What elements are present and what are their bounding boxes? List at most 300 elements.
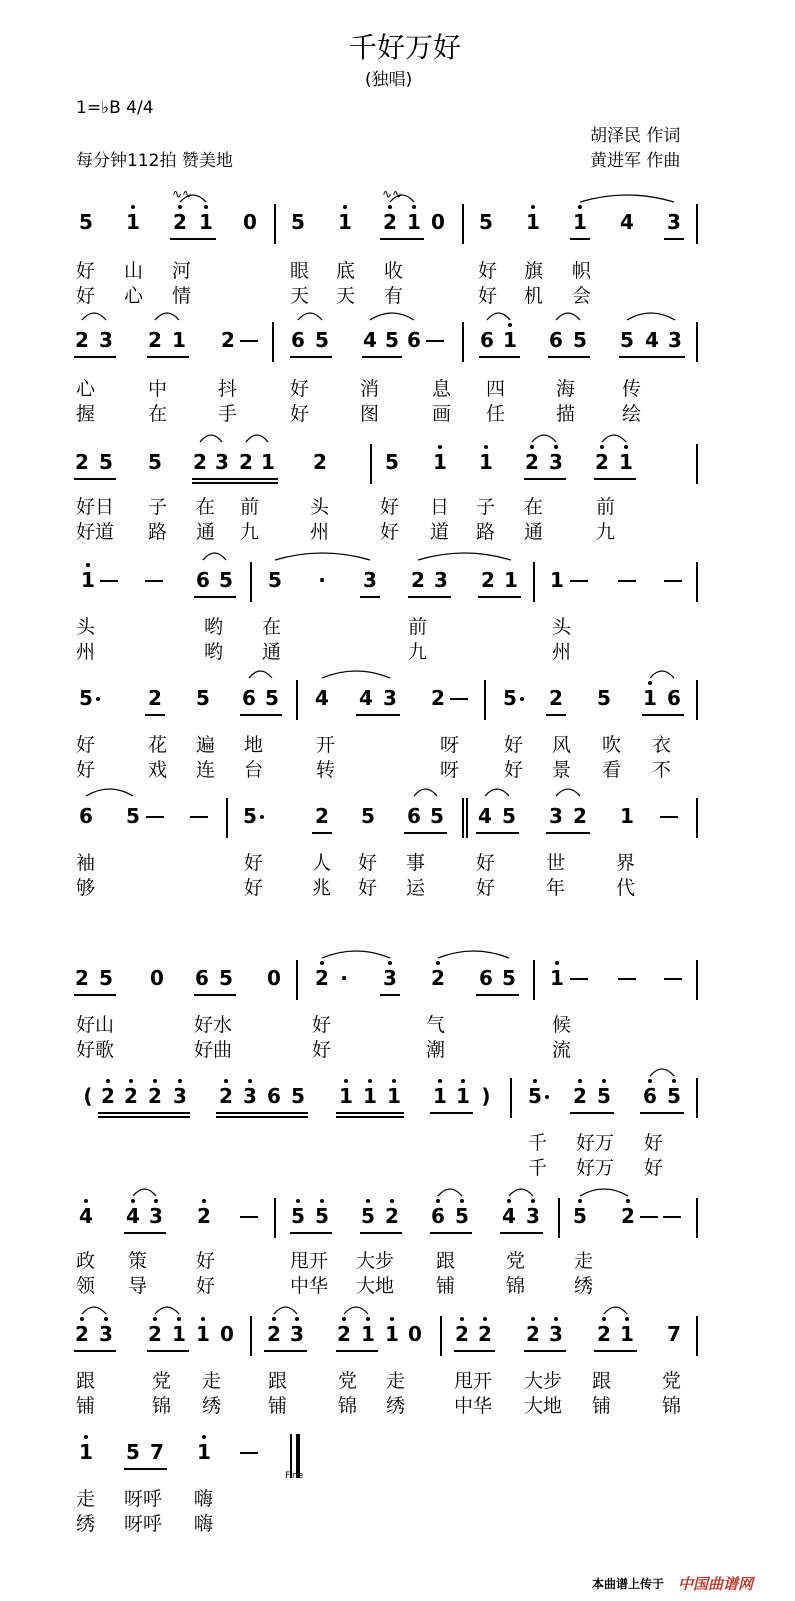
note: 1 bbox=[504, 568, 518, 592]
lyric-r5b-9: 不 bbox=[652, 759, 672, 781]
lyric-r6b-1: 好 bbox=[244, 877, 264, 899]
lyric-r6a-1: 好 bbox=[244, 852, 264, 874]
slur bbox=[180, 195, 206, 202]
slur bbox=[627, 313, 675, 320]
lyric-r5b-2: 连 bbox=[196, 759, 216, 781]
note: 4 bbox=[79, 1204, 93, 1228]
lyric-r2b-1: 在 bbox=[148, 403, 168, 425]
note: 5 bbox=[479, 210, 493, 234]
note: 7 bbox=[667, 1322, 681, 1346]
slur bbox=[298, 313, 322, 320]
lyric-r2a-8: 传 bbox=[622, 378, 642, 400]
lyric-r8a-0: 千 bbox=[528, 1132, 548, 1154]
note: 1 bbox=[526, 210, 540, 234]
lyric-r8b-1: 好万 bbox=[576, 1157, 615, 1179]
note: 5 bbox=[620, 328, 634, 352]
note: 6 bbox=[242, 686, 256, 710]
slur bbox=[556, 313, 580, 320]
lyric-r3a-3: 前 bbox=[240, 496, 260, 518]
note: 2 bbox=[75, 966, 89, 990]
lyric-r5a-5: 呀 bbox=[440, 734, 460, 756]
lyric-r10b-6: 中华 bbox=[454, 1395, 493, 1417]
lyric-r3b-9: 九 bbox=[596, 521, 616, 543]
note: 5 bbox=[361, 1204, 375, 1228]
lyric-r3b-4: 州 bbox=[310, 521, 330, 543]
slur bbox=[322, 951, 390, 958]
lyric-r3a-9: 前 bbox=[596, 496, 616, 518]
note: 2 bbox=[549, 686, 563, 710]
note: 1 bbox=[339, 1084, 353, 1108]
slur bbox=[556, 789, 580, 796]
lyric-r6a-7: 界 bbox=[616, 852, 636, 874]
lyric-r7b-4: 流 bbox=[552, 1039, 572, 1061]
slur bbox=[580, 1189, 628, 1196]
lyric-r10b-1: 锦 bbox=[152, 1395, 172, 1417]
lyric-r3a-5: 好 bbox=[380, 496, 400, 518]
lyric-r8a-2: 好 bbox=[644, 1132, 664, 1154]
song-subtitle: (独唱) bbox=[365, 70, 413, 90]
slur bbox=[203, 553, 226, 560]
lyric-r10a-7: 大步 bbox=[524, 1370, 563, 1392]
note: 5 bbox=[219, 568, 233, 592]
note: 6 bbox=[479, 966, 493, 990]
lyric-r5a-7: 风 bbox=[552, 734, 572, 756]
lyricist: 胡泽民 作词 bbox=[590, 126, 681, 146]
slur bbox=[509, 1189, 533, 1196]
lyric-r10b-0: 铺 bbox=[76, 1395, 96, 1417]
lyric-r10b-2: 绣 bbox=[202, 1395, 222, 1417]
note: ) bbox=[481, 1084, 491, 1108]
lyric-r6b-3: 好 bbox=[358, 877, 378, 899]
lyric-r11a-2: 嗨 bbox=[194, 1488, 214, 1510]
note: 2 bbox=[431, 686, 445, 710]
lyric-r1a-0: 好 bbox=[76, 260, 96, 282]
note: 5 bbox=[243, 804, 257, 828]
lyric-r1a-5: 收 bbox=[384, 260, 404, 282]
note: 2 bbox=[385, 1204, 399, 1228]
lyric-r3a-7: 子 bbox=[476, 496, 496, 518]
note: 1 bbox=[81, 568, 95, 592]
note: 1 bbox=[197, 1440, 211, 1464]
note: 4 bbox=[478, 804, 492, 828]
lyric-r7a-4: 候 bbox=[552, 1014, 572, 1036]
note: 1 bbox=[550, 568, 564, 592]
lyric-r2b-0: 握 bbox=[76, 403, 96, 425]
lyric-r1b-2: 情 bbox=[172, 285, 192, 307]
slur bbox=[438, 1189, 462, 1196]
note: 0 bbox=[243, 210, 257, 234]
note: 3 bbox=[549, 450, 563, 474]
note: 6 bbox=[196, 568, 210, 592]
note: 4 bbox=[502, 1204, 516, 1228]
note: 3 bbox=[383, 686, 397, 710]
lyric-r5b-6: 好 bbox=[504, 759, 524, 781]
lyric-r7a-1: 好水 bbox=[194, 1014, 233, 1036]
slur bbox=[155, 313, 179, 320]
slur bbox=[133, 1189, 156, 1196]
note: 6 bbox=[480, 328, 494, 352]
slur bbox=[487, 313, 510, 320]
lyric-r9b-2: 好 bbox=[196, 1275, 216, 1297]
note: 1 bbox=[172, 1322, 186, 1346]
lyric-r7b-1: 好曲 bbox=[194, 1039, 233, 1061]
note: 1 bbox=[620, 804, 634, 828]
note: 2 bbox=[267, 1322, 281, 1346]
lyric-r6a-2: 人 bbox=[312, 852, 332, 874]
lyric-r6b-5: 好 bbox=[476, 877, 496, 899]
note: 5 bbox=[361, 804, 375, 828]
note: 2 bbox=[101, 1084, 115, 1108]
lyric-r9a-5: 跟 bbox=[436, 1250, 456, 1272]
note: 3 bbox=[243, 1084, 257, 1108]
slur bbox=[418, 553, 511, 560]
note: 0 bbox=[150, 966, 164, 990]
note: 5 bbox=[667, 1084, 681, 1108]
lyric-r2a-3: 好 bbox=[290, 378, 310, 400]
lyric-r3a-2: 在 bbox=[196, 496, 216, 518]
note: 2 bbox=[431, 966, 445, 990]
note: 0 bbox=[267, 966, 281, 990]
note: 6 bbox=[79, 804, 93, 828]
slur bbox=[370, 313, 414, 320]
lyric-r4b-3: 九 bbox=[408, 641, 428, 663]
lyric-r4a-3: 前 bbox=[408, 616, 428, 638]
note: 5 bbox=[502, 966, 516, 990]
note: 1 bbox=[643, 686, 657, 710]
lyric-r1b-6: 好 bbox=[478, 285, 498, 307]
lyric-r1b-4: 天 bbox=[336, 285, 356, 307]
lyric-r10b-8: 铺 bbox=[592, 1395, 612, 1417]
lyric-r5a-8: 吹 bbox=[602, 734, 622, 756]
note: 5 bbox=[219, 966, 233, 990]
note: 5 bbox=[99, 450, 113, 474]
lyric-r5b-5: 呀 bbox=[440, 759, 460, 781]
lyric-r7b-2: 好 bbox=[312, 1039, 332, 1061]
note: 5 bbox=[502, 804, 516, 828]
lyric-r1b-0: 好 bbox=[76, 285, 96, 307]
slur bbox=[275, 553, 370, 560]
lyric-r10a-6: 甩开 bbox=[454, 1370, 493, 1392]
tempo-marking: 每分钟112拍 赞美地 bbox=[76, 151, 233, 171]
lyric-r7a-0: 好山 bbox=[76, 1014, 115, 1036]
lyric-r9b-3: 中华 bbox=[290, 1275, 329, 1297]
note: 3 bbox=[434, 568, 448, 592]
lyric-r6a-3: 好 bbox=[358, 852, 378, 874]
note: 5 bbox=[385, 450, 399, 474]
lyric-r2b-3: 好 bbox=[290, 403, 310, 425]
lyric-r9b-7: 绣 bbox=[574, 1275, 594, 1297]
slur bbox=[650, 671, 674, 678]
note: 2 bbox=[525, 450, 539, 474]
lyric-r2b-8: 绘 bbox=[622, 403, 642, 425]
note: 6 bbox=[267, 1084, 281, 1108]
note: 0 bbox=[220, 1322, 234, 1346]
note: 2 bbox=[573, 804, 587, 828]
lyric-r9a-3: 甩开 bbox=[290, 1250, 329, 1272]
note: 3 bbox=[383, 966, 397, 990]
lyric-r1b-5: 有 bbox=[384, 285, 404, 307]
lyric-r1b-3: 天 bbox=[290, 285, 310, 307]
lyric-r9a-4: 大步 bbox=[356, 1250, 395, 1272]
note: 1 bbox=[433, 1084, 447, 1108]
note: 5 bbox=[291, 210, 305, 234]
lyric-r5a-2: 遍 bbox=[196, 734, 216, 756]
note: 5 bbox=[597, 1084, 611, 1108]
lyric-r6b-0: 够 bbox=[76, 877, 96, 899]
note: 6 bbox=[407, 328, 421, 352]
note: 1 bbox=[196, 1322, 210, 1346]
note: 2 bbox=[313, 450, 327, 474]
lyric-r2a-0: 心 bbox=[76, 378, 96, 400]
lyric-r3a-0: 好日 bbox=[76, 496, 115, 518]
lyric-r2b-6: 任 bbox=[486, 403, 506, 425]
slur bbox=[414, 789, 437, 796]
lyric-r1b-7: 机 bbox=[524, 285, 544, 307]
note: 0 bbox=[431, 210, 445, 234]
note: 2 bbox=[526, 1322, 540, 1346]
note: 5 bbox=[455, 1204, 469, 1228]
lyric-r3b-8: 通 bbox=[524, 521, 544, 543]
lyric-r7b-0: 好歌 bbox=[76, 1039, 115, 1061]
note: 5 bbox=[573, 328, 587, 352]
note: 3 bbox=[173, 1084, 187, 1108]
note: 2 bbox=[595, 450, 609, 474]
lyric-r3b-1: 路 bbox=[148, 521, 168, 543]
note: 3 bbox=[549, 1322, 563, 1346]
lyric-r6a-0: 袖 bbox=[76, 852, 96, 874]
note: 4 bbox=[315, 686, 329, 710]
lyric-r3b-0: 好道 bbox=[76, 521, 115, 543]
note: 2 bbox=[75, 328, 89, 352]
note: 2 bbox=[173, 210, 187, 234]
note: 4 bbox=[645, 328, 659, 352]
slur bbox=[485, 789, 509, 796]
slur bbox=[602, 435, 626, 442]
note: 3 bbox=[668, 328, 682, 352]
note: 6 bbox=[431, 1204, 445, 1228]
lyric-r3a-6: 日 bbox=[430, 496, 450, 518]
note: 1 bbox=[172, 328, 186, 352]
note: 2 bbox=[197, 1204, 211, 1228]
lyric-r5b-0: 好 bbox=[76, 759, 96, 781]
composer: 黄进军 作曲 bbox=[590, 151, 681, 171]
note: 5 bbox=[573, 1204, 587, 1228]
note: 1 bbox=[456, 1084, 470, 1108]
note: 1 bbox=[361, 1322, 375, 1346]
note: 2 bbox=[75, 1322, 89, 1346]
lyric-r2a-7: 海 bbox=[556, 378, 576, 400]
lyric-r9a-2: 好 bbox=[196, 1250, 216, 1272]
lyric-r9a-6: 党 bbox=[506, 1250, 526, 1272]
slur bbox=[274, 1307, 297, 1314]
note: 3 bbox=[290, 1322, 304, 1346]
lyric-r7a-3: 气 bbox=[426, 1014, 446, 1036]
lyric-r3a-1: 子 bbox=[148, 496, 168, 518]
note: 1 bbox=[79, 1440, 93, 1464]
note: · bbox=[340, 966, 348, 990]
lyric-r5a-4: 开 bbox=[316, 734, 336, 756]
lyric-r5a-3: 地 bbox=[244, 734, 264, 756]
note: 2 bbox=[383, 210, 397, 234]
lyric-r11a-1: 呀呼 bbox=[124, 1488, 163, 1510]
note: 5 bbox=[503, 686, 517, 710]
lyric-r1a-1: 山 bbox=[124, 260, 144, 282]
lyric-r2a-5: 息 bbox=[432, 378, 452, 400]
note: 2 bbox=[75, 450, 89, 474]
note: 6 bbox=[407, 804, 421, 828]
lyric-r1a-3: 眼 bbox=[290, 260, 310, 282]
note: 3 bbox=[549, 804, 563, 828]
slur bbox=[580, 195, 674, 202]
lyric-r4a-1: 哟 bbox=[204, 616, 224, 638]
slur bbox=[650, 1069, 674, 1076]
lyric-r1a-7: 旗 bbox=[524, 260, 544, 282]
note: 2 bbox=[124, 1084, 138, 1108]
note: 2 bbox=[221, 328, 235, 352]
slur bbox=[322, 671, 390, 678]
note: 3 bbox=[99, 1322, 113, 1346]
lyric-r2a-4: 消 bbox=[360, 378, 380, 400]
note: 1 bbox=[338, 210, 352, 234]
lyric-r10b-7: 大地 bbox=[524, 1395, 563, 1417]
lyric-r6a-5: 好 bbox=[476, 852, 496, 874]
note: 5 bbox=[148, 450, 162, 474]
lyric-r10a-4: 党 bbox=[338, 1370, 358, 1392]
lyric-r5b-1: 戏 bbox=[148, 759, 168, 781]
note: 1 bbox=[363, 1084, 377, 1108]
note: 2 bbox=[411, 568, 425, 592]
note: 5 bbox=[385, 328, 399, 352]
note: 2 bbox=[621, 1204, 635, 1228]
note: 7 bbox=[150, 1440, 164, 1464]
note: 2 bbox=[219, 1084, 233, 1108]
footer-uploaded: 本曲谱上传于 bbox=[592, 1577, 665, 1591]
slur bbox=[246, 435, 268, 442]
lyric-r1b-8: 会 bbox=[572, 285, 592, 307]
note: 5 bbox=[265, 686, 279, 710]
note: 2 bbox=[481, 568, 495, 592]
lyric-r10a-0: 跟 bbox=[76, 1370, 96, 1392]
note: 5 bbox=[268, 568, 282, 592]
fine-label: Fine bbox=[285, 1471, 304, 1481]
note: ( bbox=[83, 1084, 93, 1108]
note: 5 bbox=[79, 686, 93, 710]
note: 2 bbox=[315, 804, 329, 828]
note: 0 bbox=[408, 1322, 422, 1346]
lyric-r6a-6: 世 bbox=[546, 852, 566, 874]
slur bbox=[532, 435, 556, 442]
note: 3 bbox=[363, 568, 377, 592]
lyric-r5a-1: 花 bbox=[148, 734, 168, 756]
slur bbox=[344, 1307, 368, 1314]
note: 3 bbox=[526, 1204, 540, 1228]
lyric-r4a-2: 在 bbox=[262, 616, 282, 638]
note: 1 bbox=[479, 450, 493, 474]
lyric-r2a-6: 四 bbox=[486, 378, 506, 400]
lyric-r6b-7: 代 bbox=[616, 877, 636, 899]
note: 1 bbox=[503, 328, 517, 352]
lyric-r3a-4: 头 bbox=[310, 496, 330, 518]
note: 2 bbox=[239, 450, 253, 474]
note: 5 bbox=[126, 1440, 140, 1464]
lyric-r6a-4: 事 bbox=[406, 852, 426, 874]
note: 4 bbox=[359, 686, 373, 710]
note: 1 bbox=[385, 1322, 399, 1346]
lyric-r9b-6: 锦 bbox=[506, 1275, 526, 1297]
lyric-r10a-1: 党 bbox=[152, 1370, 172, 1392]
lyric-r5b-7: 景 bbox=[552, 759, 572, 781]
lyric-r10b-3: 铺 bbox=[268, 1395, 288, 1417]
note: 5 bbox=[126, 804, 140, 828]
lyric-r11b-1: 呀呼 bbox=[124, 1513, 163, 1535]
note: 3 bbox=[99, 328, 113, 352]
note: 5 bbox=[430, 804, 444, 828]
slur bbox=[86, 789, 133, 796]
slur bbox=[155, 1307, 179, 1314]
lyric-r2b-2: 手 bbox=[218, 403, 238, 425]
lyric-r9b-4: 大地 bbox=[356, 1275, 395, 1297]
note: 2 bbox=[455, 1322, 469, 1346]
note: 5 bbox=[597, 686, 611, 710]
note: 6 bbox=[195, 966, 209, 990]
slur bbox=[82, 1307, 106, 1314]
key-signature: 1=♭B 4/4 bbox=[76, 98, 154, 118]
slur bbox=[249, 671, 272, 678]
lyric-r11b-2: 嗨 bbox=[194, 1513, 214, 1535]
lyric-r5a-6: 好 bbox=[504, 734, 524, 756]
note: 5 bbox=[99, 966, 113, 990]
lyric-r2b-7: 描 bbox=[556, 403, 576, 425]
lyric-r10a-5: 走 bbox=[386, 1370, 406, 1392]
note: 3 bbox=[215, 450, 229, 474]
lyric-r1b-1: 心 bbox=[124, 285, 144, 307]
note: 2 bbox=[573, 1084, 587, 1108]
lyric-r11a-0: 走 bbox=[76, 1488, 96, 1510]
note: · bbox=[318, 568, 326, 592]
note: 2 bbox=[597, 1322, 611, 1346]
note: 5 bbox=[291, 1084, 305, 1108]
lyric-r5a-0: 好 bbox=[76, 734, 96, 756]
lyric-r4b-0: 州 bbox=[76, 641, 96, 663]
lyric-r9b-1: 导 bbox=[128, 1275, 148, 1297]
lyric-r3b-6: 道 bbox=[430, 521, 450, 543]
note: 1 bbox=[199, 210, 213, 234]
lyric-r9a-0: 政 bbox=[76, 1250, 96, 1272]
note: 6 bbox=[291, 328, 305, 352]
note: 5 bbox=[315, 328, 329, 352]
note: 1 bbox=[261, 450, 275, 474]
lyric-r10a-2: 走 bbox=[202, 1370, 222, 1392]
lyric-r10b-4: 锦 bbox=[338, 1395, 358, 1417]
lyric-r11b-0: 绣 bbox=[76, 1513, 96, 1535]
lyric-r7b-3: 潮 bbox=[426, 1039, 446, 1061]
note: 2 bbox=[337, 1322, 351, 1346]
lyric-r3b-3: 九 bbox=[240, 521, 260, 543]
lyric-r4a-0: 头 bbox=[76, 616, 96, 638]
note: 3 bbox=[149, 1204, 163, 1228]
note: 2 bbox=[478, 1322, 492, 1346]
lyric-r7a-2: 好 bbox=[312, 1014, 332, 1036]
note: 2 bbox=[193, 450, 207, 474]
ornament-icon: ∿∿ bbox=[382, 187, 403, 201]
note: 2 bbox=[148, 328, 162, 352]
lyric-r5b-3: 台 bbox=[244, 759, 264, 781]
slur bbox=[82, 313, 106, 320]
lyric-r4a-4: 头 bbox=[552, 616, 572, 638]
note: 2 bbox=[148, 1322, 162, 1346]
note: 1 bbox=[126, 210, 140, 234]
note: 1 bbox=[550, 966, 564, 990]
